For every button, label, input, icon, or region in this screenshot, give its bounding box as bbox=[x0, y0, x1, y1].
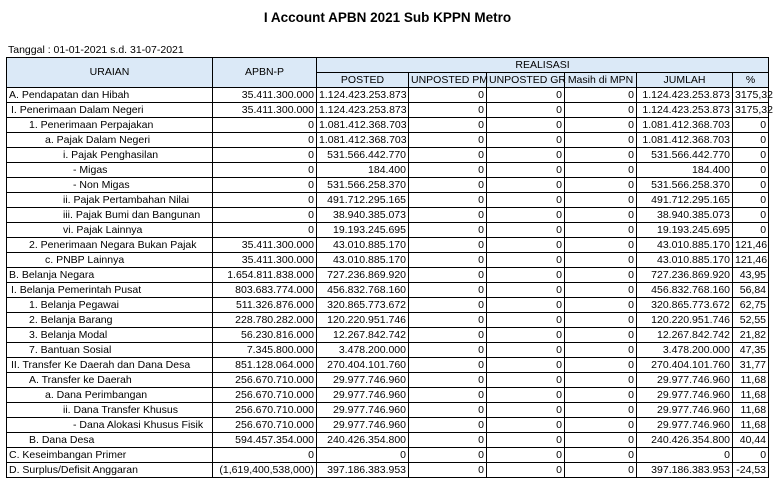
cell-masih-di-mpn: 0 bbox=[565, 298, 637, 313]
cell-masih-di-mpn: 0 bbox=[565, 388, 637, 403]
cell-jumlah: 727.236.869.920 bbox=[637, 268, 733, 283]
cell-unposted-pm: 0 bbox=[409, 268, 487, 283]
cell-unposted-gr: 0 bbox=[487, 208, 565, 223]
cell-jumlah: 3.478.200.000 bbox=[637, 343, 733, 358]
cell-jumlah: 29.977.746.960 bbox=[637, 388, 733, 403]
cell-apbnp: 35.411.300.000 bbox=[213, 253, 317, 268]
cell-masih-di-mpn: 0 bbox=[565, 208, 637, 223]
table-row bbox=[7, 313, 769, 328]
cell-jumlah: 29.977.746.960 bbox=[637, 403, 733, 418]
cell-posted: 1.081.412.368.703 bbox=[317, 133, 409, 148]
cell-jumlah: 19.193.245.695 bbox=[637, 223, 733, 238]
cell-uraian: - Non Migas bbox=[7, 178, 213, 193]
cell-posted: 0 bbox=[317, 448, 409, 463]
cell-jumlah: 1.124.423.253.873 bbox=[637, 88, 733, 103]
cell-unposted-gr: 0 bbox=[487, 448, 565, 463]
cell-percent: 52,55 bbox=[733, 313, 769, 328]
table-row bbox=[7, 163, 769, 178]
table-row bbox=[7, 88, 769, 103]
cell-unposted-pm: 0 bbox=[409, 283, 487, 298]
cell-unposted-gr: 0 bbox=[487, 298, 565, 313]
cell-unposted-gr: 0 bbox=[487, 388, 565, 403]
cell-unposted-pm: 0 bbox=[409, 88, 487, 103]
cell-uraian: A. Transfer ke Daerah bbox=[7, 373, 213, 388]
cell-jumlah: 320.865.773.672 bbox=[637, 298, 733, 313]
cell-unposted-pm: 0 bbox=[409, 403, 487, 418]
cell-apbnp: 1.654.811.838.000 bbox=[213, 268, 317, 283]
cell-unposted-gr: 0 bbox=[487, 268, 565, 283]
cell-unposted-gr: 0 bbox=[487, 103, 565, 118]
table-row bbox=[7, 373, 769, 388]
header-uraian: URAIAN bbox=[7, 58, 213, 88]
cell-unposted-gr: 0 bbox=[487, 148, 565, 163]
cell-apbnp: 35.411.300.000 bbox=[213, 238, 317, 253]
cell-unposted-gr: 0 bbox=[487, 463, 565, 478]
cell-jumlah: 0 bbox=[637, 448, 733, 463]
cell-posted: 12.267.842.742 bbox=[317, 328, 409, 343]
cell-posted: 727.236.869.920 bbox=[317, 268, 409, 283]
cell-unposted-pm: 0 bbox=[409, 343, 487, 358]
cell-unposted-gr: 0 bbox=[487, 223, 565, 238]
table-row bbox=[7, 238, 769, 253]
cell-percent: -24,53 bbox=[733, 463, 769, 478]
cell-posted: 29.977.746.960 bbox=[317, 373, 409, 388]
cell-apbnp: 0 bbox=[213, 133, 317, 148]
cell-jumlah: 240.426.354.800 bbox=[637, 433, 733, 448]
cell-posted: 1.081.412.368.703 bbox=[317, 118, 409, 133]
cell-posted: 29.977.746.960 bbox=[317, 388, 409, 403]
cell-unposted-gr: 0 bbox=[487, 373, 565, 388]
cell-apbnp: 7.345.800.000 bbox=[213, 343, 317, 358]
cell-apbnp: 35.411.300.000 bbox=[213, 88, 317, 103]
cell-unposted-pm: 0 bbox=[409, 448, 487, 463]
cell-apbnp: 0 bbox=[213, 148, 317, 163]
cell-apbnp: 0 bbox=[213, 208, 317, 223]
cell-percent: 47,35 bbox=[733, 343, 769, 358]
cell-apbnp: (1,619,400,538,000) bbox=[213, 463, 317, 478]
table-row bbox=[7, 283, 769, 298]
cell-uraian: D. Surplus/Defisit Anggaran bbox=[7, 463, 213, 478]
cell-posted: 38.940.385.073 bbox=[317, 208, 409, 223]
table-row bbox=[7, 223, 769, 238]
cell-unposted-gr: 0 bbox=[487, 88, 565, 103]
cell-percent: 0 bbox=[733, 193, 769, 208]
cell-masih-di-mpn: 0 bbox=[565, 118, 637, 133]
account-table bbox=[6, 57, 773, 478]
cell-uraian: B. Dana Desa bbox=[7, 433, 213, 448]
cell-jumlah: 184.400 bbox=[637, 163, 733, 178]
cell-apbnp: 0 bbox=[213, 163, 317, 178]
cell-unposted-gr: 0 bbox=[487, 118, 565, 133]
cell-jumlah: 29.977.746.960 bbox=[637, 418, 733, 433]
cell-percent: 3175,32 bbox=[733, 88, 769, 103]
cell-posted: 531.566.258.370 bbox=[317, 178, 409, 193]
cell-unposted-pm: 0 bbox=[409, 298, 487, 313]
cell-jumlah: 43.010.885.170 bbox=[637, 253, 733, 268]
table-row bbox=[7, 463, 769, 478]
cell-masih-di-mpn: 0 bbox=[565, 148, 637, 163]
cell-jumlah: 12.267.842.742 bbox=[637, 328, 733, 343]
cell-percent: 0 bbox=[733, 223, 769, 238]
cell-posted: 320.865.773.672 bbox=[317, 298, 409, 313]
cell-uraian: A. Pendapatan dan Hibah bbox=[7, 88, 213, 103]
table-row bbox=[7, 103, 769, 118]
cell-uraian: 7. Bantuan Sosial bbox=[7, 343, 213, 358]
cell-apbnp: 0 bbox=[213, 178, 317, 193]
cell-unposted-pm: 0 bbox=[409, 163, 487, 178]
cell-masih-di-mpn: 0 bbox=[565, 163, 637, 178]
cell-posted: 240.426.354.800 bbox=[317, 433, 409, 448]
cell-posted: 120.220.951.746 bbox=[317, 313, 409, 328]
cell-percent: 11,68 bbox=[733, 418, 769, 433]
cell-posted: 531.566.442.770 bbox=[317, 148, 409, 163]
table-row bbox=[7, 208, 769, 223]
cell-uraian: C. Keseimbangan Primer bbox=[7, 448, 213, 463]
table-row bbox=[7, 403, 769, 418]
cell-apbnp: 228.780.282.000 bbox=[213, 313, 317, 328]
cell-masih-di-mpn: 0 bbox=[565, 223, 637, 238]
cell-percent: 121,46 bbox=[733, 253, 769, 268]
cell-uraian: 2. Belanja Barang bbox=[7, 313, 213, 328]
header-masih-di-mpn: Masih di MPN bbox=[565, 73, 637, 88]
table-row bbox=[7, 193, 769, 208]
cell-unposted-pm: 0 bbox=[409, 418, 487, 433]
report-period: Tanggal : 01-01-2021 s.d. 31-07-2021 bbox=[8, 44, 184, 56]
cell-uraian: 3. Belanja Modal bbox=[7, 328, 213, 343]
cell-posted: 29.977.746.960 bbox=[317, 403, 409, 418]
cell-unposted-pm: 0 bbox=[409, 133, 487, 148]
cell-uraian: I. Penerimaan Dalam Negeri bbox=[7, 103, 213, 118]
cell-masih-di-mpn: 0 bbox=[565, 88, 637, 103]
cell-apbnp: 0 bbox=[213, 448, 317, 463]
cell-uraian: i. Pajak Penghasilan bbox=[7, 148, 213, 163]
table-row bbox=[7, 253, 769, 268]
cell-apbnp: 56.230.816.000 bbox=[213, 328, 317, 343]
cell-masih-di-mpn: 0 bbox=[565, 418, 637, 433]
cell-unposted-gr: 0 bbox=[487, 193, 565, 208]
cell-apbnp: 851.128.064.000 bbox=[213, 358, 317, 373]
cell-jumlah: 456.832.768.160 bbox=[637, 283, 733, 298]
cell-apbnp: 0 bbox=[213, 223, 317, 238]
cell-posted: 29.977.746.960 bbox=[317, 418, 409, 433]
cell-masih-di-mpn: 0 bbox=[565, 268, 637, 283]
cell-masih-di-mpn: 0 bbox=[565, 283, 637, 298]
cell-unposted-gr: 0 bbox=[487, 328, 565, 343]
cell-jumlah: 120.220.951.746 bbox=[637, 313, 733, 328]
cell-percent: 56,84 bbox=[733, 283, 769, 298]
header-unposted-pm: UNPOSTED PM bbox=[409, 73, 487, 88]
header-jumlah: JUMLAH bbox=[637, 73, 733, 88]
cell-unposted-pm: 0 bbox=[409, 328, 487, 343]
cell-uraian: 2. Penerimaan Negara Bukan Pajak bbox=[7, 238, 213, 253]
cell-jumlah: 397.186.383.953 bbox=[637, 463, 733, 478]
cell-unposted-gr: 0 bbox=[487, 358, 565, 373]
table-row bbox=[7, 343, 769, 358]
table-row bbox=[7, 133, 769, 148]
report-title: I Account APBN 2021 Sub KPPN Metro bbox=[263, 10, 512, 25]
header-unposted-gr: UNPOSTED GR bbox=[487, 73, 565, 88]
cell-masih-di-mpn: 0 bbox=[565, 463, 637, 478]
cell-apbnp: 256.670.710.000 bbox=[213, 373, 317, 388]
cell-uraian: 1. Belanja Pegawai bbox=[7, 298, 213, 313]
cell-apbnp: 256.670.710.000 bbox=[213, 403, 317, 418]
cell-jumlah: 270.404.101.760 bbox=[637, 358, 733, 373]
table-row bbox=[7, 388, 769, 403]
cell-uraian: B. Belanja Negara bbox=[7, 268, 213, 283]
cell-masih-di-mpn: 0 bbox=[565, 343, 637, 358]
cell-uraian: a. Pajak Dalam Negeri bbox=[7, 133, 213, 148]
cell-unposted-pm: 0 bbox=[409, 253, 487, 268]
cell-apbnp: 803.683.774.000 bbox=[213, 283, 317, 298]
cell-jumlah: 29.977.746.960 bbox=[637, 373, 733, 388]
cell-jumlah: 43.010.885.170 bbox=[637, 238, 733, 253]
cell-posted: 43.010.885.170 bbox=[317, 238, 409, 253]
cell-percent: 3175,32 bbox=[733, 103, 769, 118]
cell-masih-di-mpn: 0 bbox=[565, 313, 637, 328]
cell-percent: 0 bbox=[733, 133, 769, 148]
cell-unposted-pm: 0 bbox=[409, 148, 487, 163]
cell-posted: 43.010.885.170 bbox=[317, 253, 409, 268]
table-row bbox=[7, 358, 769, 373]
cell-unposted-pm: 0 bbox=[409, 388, 487, 403]
cell-unposted-pm: 0 bbox=[409, 238, 487, 253]
cell-unposted-gr: 0 bbox=[487, 433, 565, 448]
cell-unposted-gr: 0 bbox=[487, 313, 565, 328]
cell-percent: 62,75 bbox=[733, 298, 769, 313]
cell-unposted-pm: 0 bbox=[409, 358, 487, 373]
cell-uraian: ii. Dana Transfer Khusus bbox=[7, 403, 213, 418]
table-row bbox=[7, 433, 769, 448]
cell-percent: 0 bbox=[733, 118, 769, 133]
cell-posted: 184.400 bbox=[317, 163, 409, 178]
cell-uraian: c. PNBP Lainnya bbox=[7, 253, 213, 268]
cell-unposted-pm: 0 bbox=[409, 373, 487, 388]
cell-masih-di-mpn: 0 bbox=[565, 328, 637, 343]
cell-uraian: - Dana Alokasi Khusus Fisik bbox=[7, 418, 213, 433]
cell-apbnp: 35.411.300.000 bbox=[213, 103, 317, 118]
table-row bbox=[7, 148, 769, 163]
cell-percent: 40,44 bbox=[733, 433, 769, 448]
table-row bbox=[7, 118, 769, 133]
cell-unposted-gr: 0 bbox=[487, 403, 565, 418]
cell-masih-di-mpn: 0 bbox=[565, 403, 637, 418]
cell-posted: 456.832.768.160 bbox=[317, 283, 409, 298]
cell-unposted-gr: 0 bbox=[487, 163, 565, 178]
cell-percent: 0 bbox=[733, 208, 769, 223]
cell-apbnp: 0 bbox=[213, 118, 317, 133]
cell-posted: 1.124.423.253.873 bbox=[317, 103, 409, 118]
cell-uraian: a. Dana Perimbangan bbox=[7, 388, 213, 403]
cell-apbnp: 594.457.354.000 bbox=[213, 433, 317, 448]
cell-unposted-pm: 0 bbox=[409, 313, 487, 328]
cell-jumlah: 1.124.423.253.873 bbox=[637, 103, 733, 118]
cell-unposted-pm: 0 bbox=[409, 463, 487, 478]
cell-masih-di-mpn: 0 bbox=[565, 433, 637, 448]
cell-uraian: I. Belanja Pemerintah Pusat bbox=[7, 283, 213, 298]
cell-uraian: 1. Penerimaan Perpajakan bbox=[7, 118, 213, 133]
header-apbnp: APBN-P bbox=[213, 58, 317, 88]
cell-posted: 397.186.383.953 bbox=[317, 463, 409, 478]
table-row bbox=[7, 178, 769, 193]
table-row bbox=[7, 418, 769, 433]
cell-posted: 491.712.295.165 bbox=[317, 193, 409, 208]
cell-uraian: - Migas bbox=[7, 163, 213, 178]
cell-percent: 11,68 bbox=[733, 388, 769, 403]
cell-unposted-pm: 0 bbox=[409, 103, 487, 118]
cell-apbnp: 256.670.710.000 bbox=[213, 388, 317, 403]
cell-percent: 11,68 bbox=[733, 403, 769, 418]
cell-jumlah: 1.081.412.368.703 bbox=[637, 133, 733, 148]
cell-masih-di-mpn: 0 bbox=[565, 238, 637, 253]
cell-masih-di-mpn: 0 bbox=[565, 448, 637, 463]
cell-unposted-gr: 0 bbox=[487, 283, 565, 298]
cell-masih-di-mpn: 0 bbox=[565, 103, 637, 118]
cell-unposted-pm: 0 bbox=[409, 208, 487, 223]
cell-masih-di-mpn: 0 bbox=[565, 358, 637, 373]
cell-unposted-gr: 0 bbox=[487, 253, 565, 268]
cell-masih-di-mpn: 0 bbox=[565, 133, 637, 148]
cell-masih-di-mpn: 0 bbox=[565, 373, 637, 388]
table-row bbox=[7, 448, 769, 463]
cell-percent: 0 bbox=[733, 448, 769, 463]
cell-posted: 3.478.200.000 bbox=[317, 343, 409, 358]
cell-apbnp: 511.326.876.000 bbox=[213, 298, 317, 313]
cell-uraian: iii. Pajak Bumi dan Bangunan bbox=[7, 208, 213, 223]
cell-apbnp: 0 bbox=[213, 193, 317, 208]
cell-unposted-pm: 0 bbox=[409, 193, 487, 208]
cell-jumlah: 531.566.442.770 bbox=[637, 148, 733, 163]
cell-percent: 43,95 bbox=[733, 268, 769, 283]
cell-unposted-pm: 0 bbox=[409, 223, 487, 238]
cell-unposted-pm: 0 bbox=[409, 178, 487, 193]
header-percent: % bbox=[733, 73, 769, 88]
cell-unposted-pm: 0 bbox=[409, 118, 487, 133]
table-body bbox=[7, 88, 773, 478]
cell-percent: 0 bbox=[733, 163, 769, 178]
cell-jumlah: 491.712.295.165 bbox=[637, 193, 733, 208]
cell-percent: 21,82 bbox=[733, 328, 769, 343]
cell-unposted-gr: 0 bbox=[487, 418, 565, 433]
cell-uraian: II. Transfer Ke Daerah dan Dana Desa bbox=[7, 358, 213, 373]
cell-apbnp: 256.670.710.000 bbox=[213, 418, 317, 433]
table-row bbox=[7, 328, 769, 343]
cell-posted: 270.404.101.760 bbox=[317, 358, 409, 373]
cell-uraian: ii. Pajak Pertambahan Nilai bbox=[7, 193, 213, 208]
header-realisasi: REALISASI bbox=[317, 58, 769, 73]
cell-unposted-gr: 0 bbox=[487, 133, 565, 148]
cell-percent: 11,68 bbox=[733, 373, 769, 388]
cell-masih-di-mpn: 0 bbox=[565, 193, 637, 208]
cell-unposted-gr: 0 bbox=[487, 343, 565, 358]
header-posted: POSTED bbox=[317, 73, 409, 88]
cell-uraian: vi. Pajak Lainnya bbox=[7, 223, 213, 238]
cell-posted: 1.124.423.253.873 bbox=[317, 88, 409, 103]
table-row bbox=[7, 268, 769, 283]
cell-unposted-pm: 0 bbox=[409, 433, 487, 448]
cell-jumlah: 531.566.258.370 bbox=[637, 178, 733, 193]
table-row bbox=[7, 298, 769, 313]
cell-posted: 19.193.245.695 bbox=[317, 223, 409, 238]
cell-percent: 0 bbox=[733, 178, 769, 193]
cell-jumlah: 1.081.412.368.703 bbox=[637, 118, 733, 133]
cell-masih-di-mpn: 0 bbox=[565, 253, 637, 268]
cell-percent: 121,46 bbox=[733, 238, 769, 253]
cell-masih-di-mpn: 0 bbox=[565, 178, 637, 193]
cell-percent: 31,77 bbox=[733, 358, 769, 373]
cell-percent: 0 bbox=[733, 148, 769, 163]
cell-jumlah: 38.940.385.073 bbox=[637, 208, 733, 223]
cell-unposted-gr: 0 bbox=[487, 238, 565, 253]
cell-unposted-gr: 0 bbox=[487, 178, 565, 193]
